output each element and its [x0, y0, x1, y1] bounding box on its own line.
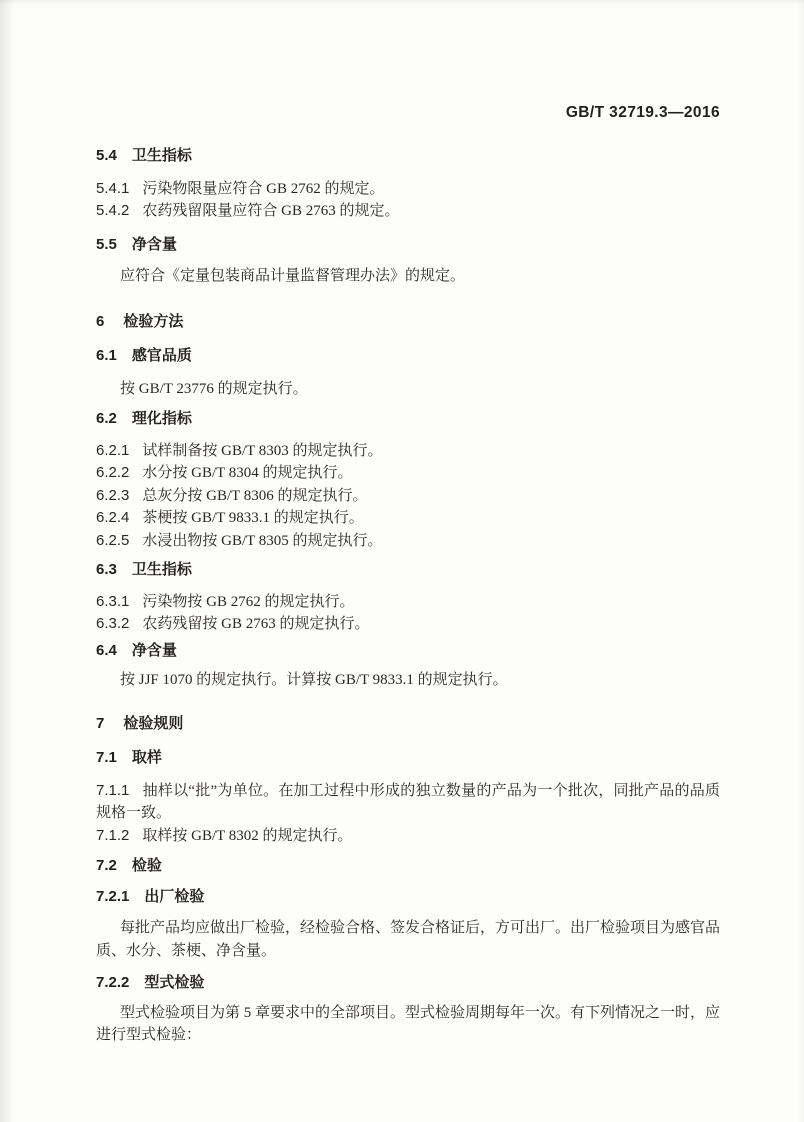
clause-number: 6.2.5: [96, 531, 130, 549]
clause-number: 5.4.1: [96, 179, 130, 197]
clause-6-3-2: [96, 613, 720, 636]
clause-number: 6.3.2: [96, 615, 130, 632]
para-5-5: 应符合《定量包装商品计量监督管理办法》的规定。: [120, 268, 466, 284]
clause-6-2-4: [96, 507, 720, 530]
heading-number: 5.4: [96, 147, 117, 164]
scan-edge-top: [0, 0, 804, 6]
clause-text: 抽样以“批”为单位。在加工过程中形成的独立数量的产品为一个批次，同批产品的品质规格一致。: [96, 782, 720, 821]
clause-text: 水分按 GB/T 8304 的规定执行。: [142, 465, 353, 481]
heading-5-5: [96, 234, 720, 257]
heading-7-2-1: [96, 886, 720, 909]
heading-7-1: [96, 747, 720, 770]
clause-6-2-3: [96, 485, 720, 508]
heading-title: 检验方法: [123, 312, 184, 330]
heading-number: 7.1: [96, 749, 117, 766]
heading-title: 检验规则: [123, 714, 184, 732]
heading-title: 型式检验: [144, 974, 205, 991]
heading-number: 5.5: [96, 235, 117, 253]
heading-title: 理化指标: [131, 410, 192, 427]
clause-number: 7.1.1: [96, 781, 130, 799]
para-6-4: 按 JJF 1070 的规定执行。计算按 GB/T 9833.1 的规定执行。: [120, 672, 508, 688]
heading-title: 卫生指标: [131, 561, 192, 578]
heading-number: 6.2: [96, 410, 117, 427]
heading-title: 卫生指标: [131, 147, 192, 164]
clause-number: 6.3.1: [96, 592, 130, 610]
heading-6-4: [96, 640, 720, 663]
heading-number: 7.2: [96, 857, 117, 874]
clause-text: 试样制备按 GB/T 8303 的规定执行。: [142, 442, 383, 459]
heading-title: 出厂检验: [144, 887, 205, 905]
clause-number: 6.2.2: [96, 464, 130, 481]
para-7-2-1: 每批产品均应做出厂检验，经检验合格、签发合格证后，方可出厂。出厂检验项目为感官品质、水分、茶梗、净含量。: [96, 920, 721, 959]
heading-6-2: [96, 408, 720, 431]
clause-7-1-1: [96, 780, 720, 825]
clause-6-3-1: [96, 591, 720, 614]
heading-title: 净含量: [131, 641, 177, 659]
clause-5-4-2: [96, 200, 720, 223]
para-7-2-2: 型式检验项目为第 5 章要求中的全部项目。型式检验周期每年一次。有下列情况之一时，应进行型式检验：: [96, 1004, 721, 1043]
para-6-1: 按 GB/T 23776 的规定执行。: [120, 380, 308, 397]
heading-6: [96, 311, 720, 334]
clause-text: 农药残留按 GB 2763 的规定执行。: [142, 616, 370, 632]
heading-number: 6.1: [96, 347, 117, 364]
clause-text: 污染物按 GB 2762 的规定执行。: [142, 593, 355, 610]
clause-number: 6.2.1: [96, 441, 130, 459]
scan-edge-left: [0, 0, 14, 1122]
clause-text: 水浸出物按 GB/T 8305 的规定执行。: [142, 532, 383, 549]
clause-number: 6.2.4: [96, 509, 130, 526]
scan-edge-right: [798, 0, 804, 1122]
heading-number: 6: [96, 312, 105, 330]
heading-7-2-2: [96, 972, 720, 995]
clause-7-1-2: [96, 825, 720, 848]
heading-number: 6.3: [96, 561, 117, 578]
clause-6-2-1: [96, 440, 720, 463]
heading-7-2: [96, 855, 720, 878]
standard-number-header: GB/T 32719.3—2016: [565, 104, 720, 121]
clause-5-4-1: [96, 178, 720, 201]
heading-number: 6.4: [96, 641, 117, 659]
clause-text: 农药残留限量应符合 GB 2763 的规定。: [142, 203, 400, 219]
clause-6-2-5: [96, 530, 720, 553]
clause-text: 污染物限量应符合 GB 2762 的规定。: [142, 180, 385, 197]
heading-title: 净含量: [131, 235, 177, 253]
clause-text: 茶梗按 GB/T 9833.1 的规定执行。: [142, 510, 364, 526]
heading-number: 7: [96, 714, 105, 732]
heading-number: 7.2.2: [96, 974, 130, 991]
heading-title: 感官品质: [131, 347, 192, 364]
clause-number: 5.4.2: [96, 202, 130, 219]
clause-number: 6.2.3: [96, 486, 130, 504]
heading-title: 检验: [131, 857, 162, 874]
heading-6-3: [96, 559, 720, 582]
clause-text: 取样按 GB/T 8302 的规定执行。: [142, 827, 353, 844]
clause-text: 总灰分按 GB/T 8306 的规定执行。: [142, 487, 368, 504]
heading-title: 取样: [131, 749, 162, 766]
clause-number: 7.1.2: [96, 826, 130, 844]
heading-5-4: [96, 145, 720, 168]
heading-6-1: [96, 345, 720, 368]
heading-7: [96, 713, 720, 736]
heading-number: 7.2.1: [96, 887, 130, 905]
clause-6-2-2: [96, 462, 720, 485]
